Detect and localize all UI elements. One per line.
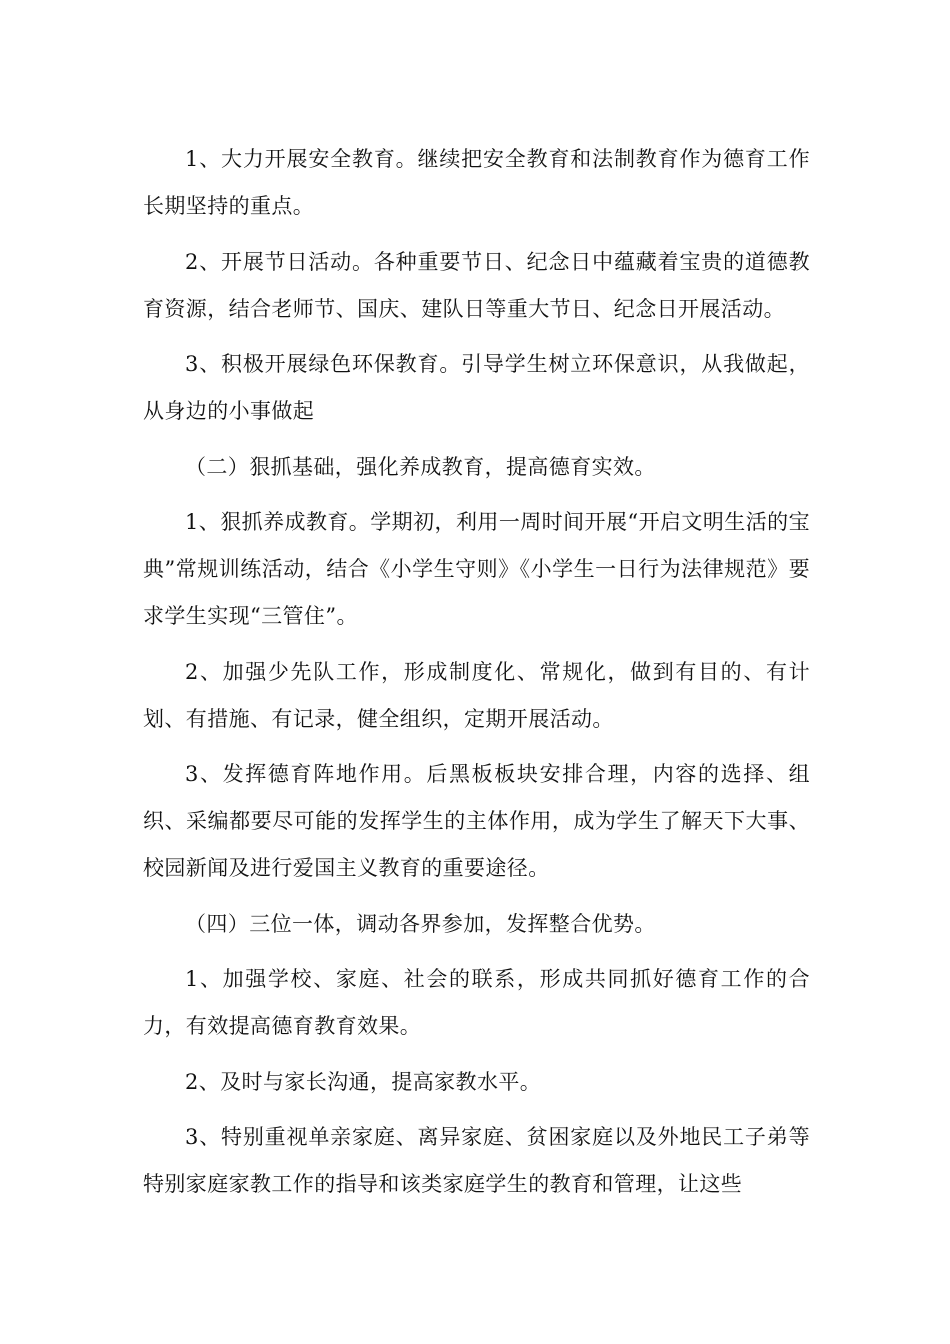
paragraph-safety-education: 1、大力开展安全教育。继续把安全教育和法制教育作为德育工作长期坚持的重点。: [143, 147, 810, 218]
paragraph-young-pioneers: 2、加强少先队工作，形成制度化、常规化，做到有目的、有计划、有措施、有记录，健全组织，定期开展活动。: [143, 659, 810, 731]
paragraph-environmental-education: 3、积极开展绿色环保教育。引导学生树立环保意识，从我做起，从身边的小事做起: [143, 352, 810, 423]
section-heading-2: （二）狠抓基础，强化养成教育，提高德育实效。: [185, 454, 656, 479]
section-heading-4: （四）三位一体，调动各界参加，发挥整合优势。: [185, 911, 656, 936]
paragraph-habit-education: 1、狠抓养成教育。学期初，利用一周时间开展“开启文明生活的宝典”常规训练活动，结合《小学生守则》《小学生一日行为法律规范》要求学生实现“三管住”。: [143, 510, 810, 628]
paragraph-moral-education-position: 3、发挥德育阵地作用。后黑板板块安排合理，内容的选择、组织、采编都要尽可能的发挥学生的主体作用，成为学生了解天下大事、校园新闻及进行爱国主义教育的重要途径。: [143, 762, 810, 880]
paragraph-school-family-society: 1、加强学校、家庭、社会的联系，形成共同抓好德育工作的合力，有效提高德育教育效果。: [143, 967, 810, 1038]
document-body: [143, 136, 810, 1217]
paragraph-special-families: 3、特别重视单亲家庭、离异家庭、贫困家庭以及外地民工子弟等特别家庭家教工作的指导和该类家庭学生的教育和管理，让这些: [143, 1125, 810, 1196]
paragraph-parent-communication: 2、及时与家长沟通，提高家教水平。: [185, 1069, 542, 1094]
paragraph-holiday-activities: 2、开展节日活动。各种重要节日、纪念日中蕴藏着宝贵的道德教育资源，结合老师节、国庆、建队日等重大节日、纪念日开展活动。: [143, 249, 810, 321]
